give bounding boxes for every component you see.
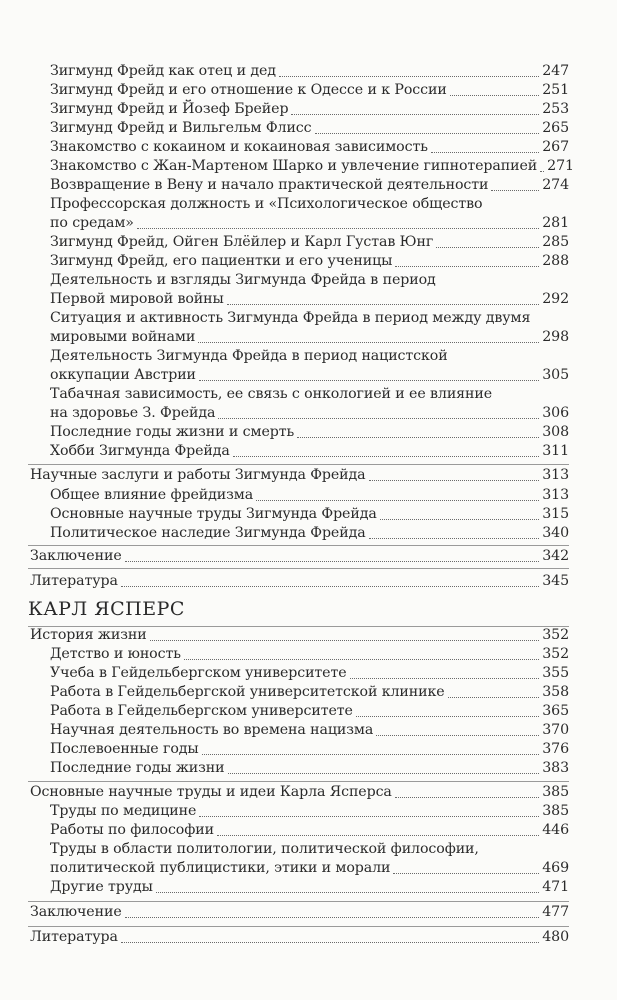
toc-entry-title: Последние годы жизни [50, 760, 225, 776]
toc-entry-title: Последние годы жизни и смерть [50, 424, 295, 440]
leader-dots [137, 228, 539, 229]
toc-entry-title: Зигмунд Фрейд как отец и дед [50, 63, 276, 79]
toc-entry-title: Зигмунд Фрейд, его пациентки и его ученицы [50, 253, 393, 269]
toc-entry-page: 340 [542, 525, 569, 541]
leader-dots [279, 76, 539, 77]
toc-entry-title: Детство и юность [50, 646, 181, 662]
toc-entry-page: 285 [542, 234, 569, 250]
leader-dots [369, 480, 540, 481]
toc-entry[interactable] [50, 859, 569, 878]
toc-entry-page: 288 [542, 253, 569, 269]
toc-entry[interactable] [50, 878, 569, 897]
leader-dots [125, 917, 540, 918]
leader-dots [150, 640, 540, 641]
section-divider [28, 568, 569, 569]
toc-entry[interactable] [50, 683, 569, 702]
leader-dots [199, 380, 539, 381]
toc-entry-title: Зигмунд Фрейд и Йозеф Брейер [50, 101, 289, 117]
toc-section[interactable] [30, 547, 569, 566]
toc-entry-page: 446 [542, 822, 569, 838]
toc-entry[interactable] [50, 721, 569, 740]
toc-entry[interactable] [50, 214, 569, 233]
toc-entry[interactable] [50, 233, 569, 252]
toc-entry[interactable] [50, 176, 569, 195]
toc-entry-title-line1[interactable]: Ситуация и активность Зигмунда Фрейда в период между двумя [50, 310, 531, 326]
toc-section[interactable] [30, 572, 569, 591]
toc-section-page: 342 [542, 548, 569, 564]
leader-dots [291, 114, 539, 115]
toc-entry-page: 247 [542, 63, 569, 79]
toc-entry[interactable] [50, 524, 569, 543]
leader-dots [491, 190, 539, 191]
leader-dots [369, 538, 540, 539]
toc-entry-title: Научная деятельность во времена нацизма [50, 722, 374, 738]
toc-entry-page: 370 [542, 722, 569, 738]
section-divider [28, 464, 569, 465]
leader-dots [431, 152, 539, 153]
toc-entry-page: 383 [542, 760, 569, 776]
toc-entry-page: 251 [542, 82, 569, 98]
toc-entry[interactable] [50, 119, 569, 138]
toc-entry-title: Зигмунд Фрейд и Вильгельм Флисс [50, 120, 312, 136]
leader-dots [256, 500, 539, 501]
toc-section-title: Заключение [30, 548, 122, 564]
toc-entry-title: Знакомство с Жан-Мартеном Шарко и увлечение гипнотерапией [50, 158, 538, 174]
section-divider [28, 926, 569, 927]
toc-entry[interactable] [50, 290, 569, 309]
leader-dots [184, 659, 539, 660]
toc-section[interactable] [30, 783, 569, 802]
toc-entry-title-line1[interactable]: Деятельность и взгляды Зигмунда Фрейда в период [50, 272, 436, 288]
toc-entry[interactable] [50, 366, 569, 385]
toc-entry[interactable] [50, 702, 569, 721]
leader-dots [376, 735, 539, 736]
toc-entry[interactable] [50, 328, 569, 347]
toc-entry[interactable] [50, 138, 569, 157]
leader-dots [395, 266, 539, 267]
toc-section-title: Основные научные труды и идеи Карла Ясперса [30, 784, 392, 800]
toc-entry-title: Другие труды [50, 879, 153, 895]
toc-entry[interactable] [50, 740, 569, 759]
toc-entry-page: 358 [542, 684, 569, 700]
toc-entry-title: Первой мировой войны [50, 291, 224, 307]
toc-entry-title: Политическое наследие Зигмунда Фрейда [50, 525, 366, 541]
toc-entry[interactable] [50, 442, 569, 461]
leader-dots [540, 171, 544, 172]
toc-entry-title: Основные научные труды Зигмунда Фрейда [50, 506, 377, 522]
toc-entry-title: Возвращение в Вену и начало практической деятельности [50, 177, 489, 193]
toc-entry-page: 313 [542, 487, 569, 503]
toc-section-title: Научные заслуги и работы Зигмунда Фрейда [30, 467, 366, 483]
toc-entry-page: 305 [542, 367, 569, 383]
toc-entry-title: Зигмунд Фрейд, Ойген Блёйлер и Карл Густав Юнг [50, 234, 434, 250]
leader-dots [350, 678, 540, 679]
toc-section[interactable] [30, 626, 569, 645]
toc-entry[interactable] [50, 664, 569, 683]
leader-dots [198, 342, 539, 343]
toc-entry-title: по средам» [50, 215, 134, 231]
toc-entry-title: на здоровье З. Фрейда [50, 405, 216, 421]
toc-section-page: 345 [542, 573, 569, 589]
toc-section-page: 477 [542, 904, 569, 920]
leader-dots [218, 418, 539, 419]
toc-entry-page: 365 [542, 703, 569, 719]
toc-entry-page: 308 [542, 424, 569, 440]
toc-section-page: 313 [542, 467, 569, 483]
leader-dots [228, 773, 540, 774]
chapter-heading[interactable]: КАРЛ ЯСПЕРС [28, 598, 185, 620]
toc-entry-page: 352 [542, 646, 569, 662]
toc-entry-page: 315 [542, 506, 569, 522]
toc-entry-page: 274 [542, 177, 569, 193]
toc-entry-title: Знакомство с кокаином и кокаиновая зависимость [50, 139, 428, 155]
toc-entry-title-line1[interactable]: Деятельность Зигмунда Фрейда в период нацистской [50, 348, 448, 364]
toc-entry-page: 355 [542, 665, 569, 681]
toc-entry-page: 376 [542, 741, 569, 757]
toc-entry[interactable] [50, 802, 569, 821]
toc-entry-page: 306 [542, 405, 569, 421]
toc-entry-title: Работа в Гейдельбергской университетской клинике [50, 684, 445, 700]
toc-entry-page: 471 [542, 879, 569, 895]
toc-entry-title: Послевоенные годы [50, 741, 199, 757]
leader-dots [448, 697, 540, 698]
toc-section-title: Литература [30, 929, 118, 945]
leader-dots [156, 892, 539, 893]
section-divider [28, 781, 569, 782]
toc-entry[interactable] [50, 423, 569, 442]
leader-dots [436, 247, 539, 248]
toc-entry-page: 298 [542, 329, 569, 345]
toc-entry-title-line1[interactable]: Табачная зависимость, ее связь с онкологией и ее влияние [50, 386, 493, 402]
toc-entry[interactable] [50, 404, 569, 423]
leader-dots [125, 561, 540, 562]
toc-entry-title: политической публицистики, этики и морали [50, 860, 391, 876]
toc-entry-page: 469 [542, 860, 569, 876]
toc-entry-title: мировыми войнами [50, 329, 196, 345]
toc-entry-page: 385 [542, 803, 569, 819]
toc-entry-page: 281 [542, 215, 569, 231]
toc-entry-title: Хобби Зигмунда Фрейда [50, 443, 230, 459]
leader-dots [380, 519, 540, 520]
toc-entry-title: Труды по медицине [50, 803, 197, 819]
toc-entry-title-line1[interactable]: Труды в области политологии, политической философии, [50, 841, 479, 857]
toc-entry-page: 253 [542, 101, 569, 117]
toc-entry[interactable] [50, 252, 569, 271]
leader-dots [121, 942, 539, 943]
leader-dots [217, 835, 539, 836]
toc-entry-page: 267 [542, 139, 569, 155]
toc-entry[interactable] [50, 505, 569, 524]
toc-entry[interactable] [50, 759, 569, 778]
toc-section-page: 385 [542, 784, 569, 800]
toc-section[interactable] [30, 903, 569, 922]
leader-dots [393, 873, 539, 874]
toc-entry[interactable] [50, 645, 569, 664]
toc-entry-title: оккупации Австрии [50, 367, 196, 383]
toc-entry[interactable] [50, 486, 569, 505]
leader-dots [356, 716, 539, 717]
toc-entry-title-line1[interactable]: Профессорская должность и «Психологическое общество [50, 196, 483, 212]
leader-dots [202, 754, 540, 755]
toc-section[interactable] [30, 928, 569, 947]
toc-section-page: 480 [542, 929, 569, 945]
toc-entry-title: Общее влияние фрейдизма [50, 487, 254, 503]
toc-entry[interactable] [50, 62, 569, 81]
toc-entry[interactable] [50, 157, 574, 176]
leader-dots [395, 797, 539, 798]
toc-section[interactable] [30, 466, 569, 485]
toc-entry[interactable] [50, 81, 569, 100]
toc-entry-title: Работа в Гейдельбергском университете [50, 703, 353, 719]
toc-entry-page: 265 [542, 120, 569, 136]
toc-entry-title: Зигмунд Фрейд и его отношение к Одессе и к России [50, 82, 447, 98]
toc-section-page: 352 [542, 627, 569, 643]
toc-entry-page: 311 [542, 443, 569, 459]
toc-section-title: Заключение [30, 904, 122, 920]
leader-dots [315, 133, 540, 134]
toc-entry-page: 292 [542, 291, 569, 307]
toc-section-title: История жизни [30, 627, 147, 643]
toc-entry-title: Учеба в Гейдельбергском университете [50, 665, 347, 681]
toc-entry[interactable] [50, 100, 569, 119]
toc-entry[interactable] [50, 821, 569, 840]
leader-dots [121, 586, 539, 587]
leader-dots [227, 304, 540, 305]
leader-dots [233, 456, 539, 457]
leader-dots [297, 437, 539, 438]
toc-entry-page: 271 [547, 158, 574, 174]
toc-entry-title: Работы по философии [50, 822, 214, 838]
toc-section-title: Литература [30, 573, 118, 589]
section-divider [28, 901, 569, 902]
section-divider [28, 545, 569, 546]
leader-dots [199, 816, 539, 817]
leader-dots [450, 95, 540, 96]
